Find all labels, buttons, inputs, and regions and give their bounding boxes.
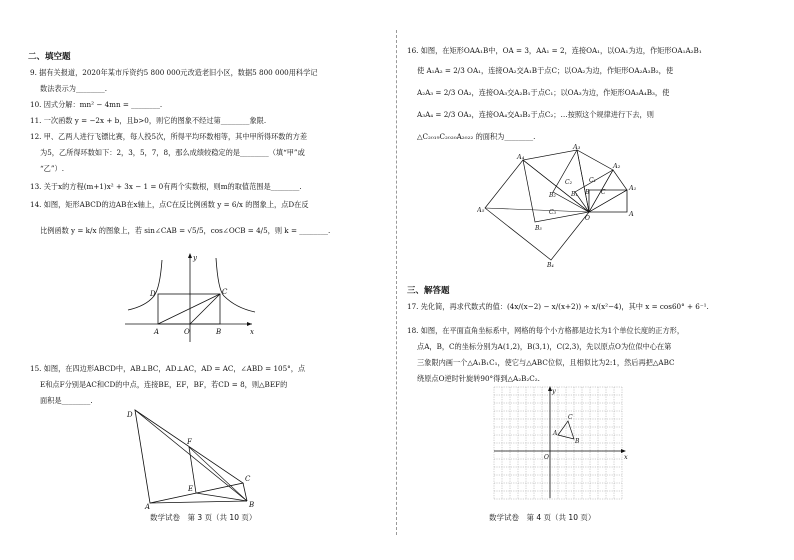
fig15-label-B: B: [249, 501, 255, 509]
question-16-line1: 16. 如图，在矩形OAA₁B中，OA = 3，AA₁ = 2，连接OA₁，以OA₁为边，作矩形OA₁A₂B₁: [407, 46, 702, 55]
question-14-line1: 14. 如图，矩形ABCD的边AB在x轴上，点C在反比例函数 y = 6/x 的图象上，点D在反: [30, 200, 309, 209]
section-title-solutions: 三、解答题: [407, 286, 450, 296]
question-16-line5: △C₂₀₁₉C₂₀₂₀A₂₀₂₂ 的面积为________.: [417, 132, 536, 141]
figure-16-rectangles: [477, 142, 652, 267]
question-10: 10. 因式分解：mn² − 4mn = ________.: [30, 100, 163, 109]
fig18-label-C: C: [568, 414, 573, 421]
fig18-label-x: x: [624, 453, 628, 461]
fig16-label-B2: B₂: [549, 192, 556, 199]
fig15-label-F: F: [187, 438, 192, 446]
fig15-label-A: A: [145, 503, 151, 510]
question-14-line2: 比例函数 y = k/x 的图象上，若 sin∠CAB = √5/5，cos∠OCB = 4/5，则 k = ________.: [40, 226, 331, 235]
question-18-line2: 点A，B，C的坐标分别为A(1,2)，B(3,1)，C(2,3)，先以原点O为位似中心在第: [417, 342, 672, 351]
question-12-line3: “乙”）.: [40, 164, 65, 173]
fig18-label-y: y: [552, 387, 556, 395]
fig16-label-A3: A₃: [573, 143, 581, 151]
fig15-label-D: D: [127, 411, 133, 419]
fig16-label-A2: A₂: [613, 162, 621, 170]
figure-18-grid: [492, 385, 632, 500]
figure-15-quadrilateral: [115, 405, 265, 510]
fig16-label-B4: B₄: [547, 262, 554, 267]
question-15-line2: E和点F分别是AC和CD的中点，连接BE，EF，BF，若CD = 8，则△BEF的: [40, 380, 288, 389]
question-11: 11. 一次函数 y = −2x + b，且b>0，则它的图象不经过第________象限.: [30, 116, 267, 125]
question-16-line2: 使 A₁A₂ = 2/3 OA₁，连接OA₂交A₁B于点C；以OA₂为边，作矩形OA₂A₃B₂，使: [417, 66, 674, 75]
fig18-label-O: O: [544, 454, 549, 461]
fig14-label-D: D: [150, 290, 156, 298]
question-18-line4: 绕原点O逆时针旋转90°得到△A₂B₂C₂.: [417, 374, 540, 383]
question-15-line1: 15. 如图，在四边形ABCD中，AB⊥BC，AD⊥AC，AD = AC，∠ABD = 105°，点: [30, 364, 306, 373]
fig16-label-C1: C₁: [589, 177, 596, 184]
question-9-line2: 数法表示为________.: [40, 84, 107, 93]
page-4: [397, 0, 794, 560]
question-18-line1: 18. 如图，在平面直角坐标系中，网格的每个小方格都是边长为1个单位长度的正方形，: [407, 326, 685, 335]
fig16-label-A4: A₄: [517, 153, 525, 161]
question-13: 13. 关于x的方程(m+1)x² + 3x − 1 = 0有两个实数根，则m的取值范围是________.: [30, 182, 302, 191]
fig14-label-B: B: [216, 328, 222, 336]
question-9-line1: 9. 据有关报道，2020年某市斥资约5 800 000元改造老旧小区，数据5 800 000用科学记: [30, 68, 318, 77]
question-12-line2: 为5，乙所得环数如下：2，3，5，7，8，那么成绩较稳定的是________（填“甲”或: [40, 148, 305, 157]
page-footer: 数学试卷 第 4 页（共 10 页）: [489, 513, 596, 522]
figure-14-graph: [120, 250, 260, 345]
question-18-line3: 三象限内画一个△A₁B₁C₁，使它与△ABC位似，且相似比为2:1，然后再把△ABC: [417, 358, 675, 367]
fig14-label-y: y: [193, 254, 197, 262]
fig14-label-O: O: [184, 328, 190, 336]
fig16-label-C2: C₂: [565, 179, 572, 186]
grid-lines: [494, 387, 622, 499]
fig16-label-A1: A₁: [629, 184, 637, 192]
fig14-label-x: x: [250, 328, 254, 336]
section-title-fill-in: 二、填空题: [28, 52, 71, 62]
page-footer: 数学试卷 第 3 页（共 10 页）: [150, 513, 257, 522]
question-17: 17. 先化简，再求代数式的值：(4x/(x−2) − x/(x+2)) ÷ x/(x²−4)，其中 x = cos60° + 6⁻¹.: [407, 302, 709, 311]
fig16-label-O: O: [585, 215, 590, 222]
fig16-label-C3: C₃: [549, 209, 556, 216]
fig16-label-B: B: [585, 189, 590, 196]
fig18-label-B: B: [575, 438, 580, 445]
fig14-label-C: C: [222, 288, 228, 296]
question-16-line4: A₃A₄ = 2/3 OA₃，连接OA₄交A₃B₂于点C₂；…按照这个规律进行下去，则: [417, 110, 654, 119]
fig16-label-B1: B₁: [571, 191, 578, 198]
fig16-label-A: A: [629, 210, 634, 218]
fig15-label-E: E: [188, 485, 194, 493]
fig16-label-C: C: [601, 189, 606, 196]
fig15-label-C: C: [245, 475, 251, 483]
fig16-label-B3: B₃: [535, 225, 542, 232]
fig16-label-A5: A₅: [477, 206, 485, 214]
question-15-line3: 面积是________.: [40, 396, 93, 405]
question-12-line1: 12. 甲、乙两人进行飞镖比赛，每人投5次，所得平均环数相等，其中甲所得环数的方差: [30, 132, 308, 141]
question-16-line3: A₂A₃ = 2/3 OA₂，连接OA₃交A₂B₁于点C₁；以OA₃为边，作矩形OA₃A₄B₃，使: [417, 88, 670, 97]
fig14-label-A: A: [154, 328, 160, 336]
fig18-label-A: A: [553, 430, 558, 437]
